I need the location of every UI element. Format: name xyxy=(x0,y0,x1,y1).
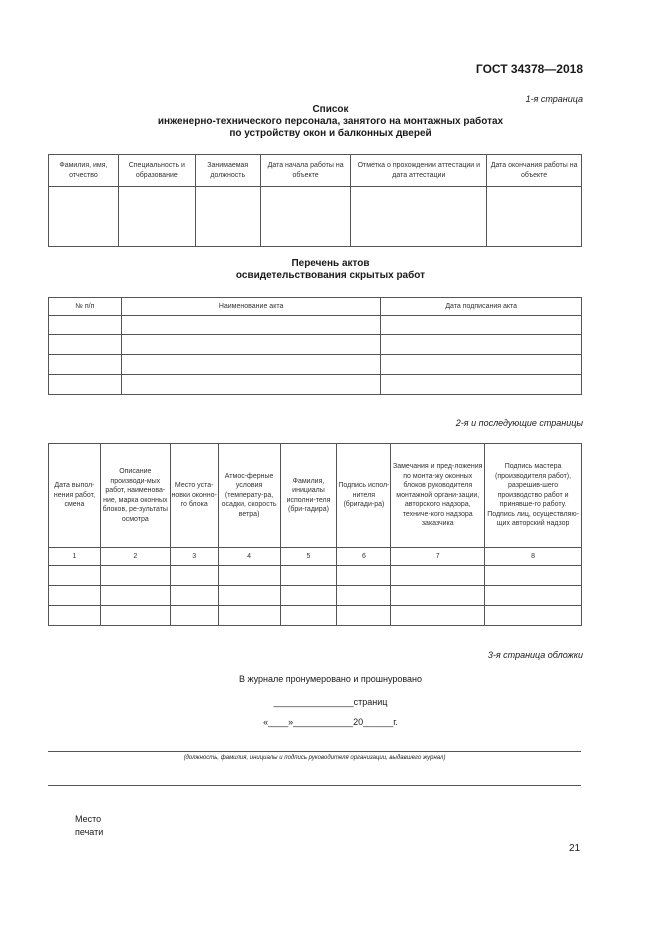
column-header: Подпись мастера (производителя работ), разрешив-шего производство работ и принявше-го работу. Подпись лиц, осуществляю-щих авторский надзор xyxy=(485,444,582,548)
table-cell[interactable] xyxy=(100,566,170,586)
table-cell[interactable] xyxy=(218,606,280,626)
personnel-list-title xyxy=(0,104,661,140)
table-cell[interactable] xyxy=(391,606,485,626)
table-cell[interactable] xyxy=(49,566,101,586)
table-cell[interactable] xyxy=(218,566,280,586)
title-line: Перечень актов xyxy=(291,258,370,269)
column-header: Занимаемая должность xyxy=(195,155,260,187)
table-cell[interactable] xyxy=(49,355,122,375)
table-cell[interactable] xyxy=(49,606,101,626)
title-line: инженерно-технического персонала, занятого на монтажных работах xyxy=(157,116,504,127)
table-cell[interactable] xyxy=(170,586,218,606)
table-cell[interactable] xyxy=(260,187,351,247)
table-row xyxy=(49,375,582,395)
seal-place-label xyxy=(75,813,103,839)
table-cell[interactable] xyxy=(49,375,122,395)
column-header: Специальность и образование xyxy=(118,155,195,187)
table-cell[interactable] xyxy=(381,355,582,375)
column-number: 8 xyxy=(485,548,582,566)
table-cell[interactable] xyxy=(381,375,582,395)
table-cell[interactable] xyxy=(121,335,381,355)
table-cell[interactable] xyxy=(381,316,582,335)
column-header: Описание производи-мых работ, наименова-ние, марка оконных блоков, ре-зультаты осмотра xyxy=(100,444,170,548)
table-row xyxy=(49,316,582,335)
table-cell[interactable] xyxy=(337,566,391,586)
table-cell[interactable] xyxy=(280,566,337,586)
table-row xyxy=(49,586,582,606)
column-header: Дата окончания работы на объекте xyxy=(487,155,582,187)
table-cell[interactable] xyxy=(195,187,260,247)
second-signature-line[interactable] xyxy=(48,785,581,786)
table-cell[interactable] xyxy=(391,586,485,606)
signature-caption: (должность, фамилия, инициалы и подпись руководителя организации, выдавшего журнал) xyxy=(183,755,446,761)
table-cell[interactable] xyxy=(485,606,582,626)
column-header: Дата начала работы на объекте xyxy=(260,155,351,187)
pages-count-line: ________________страниц xyxy=(273,697,388,707)
table-cell[interactable] xyxy=(485,586,582,606)
column-number: 6 xyxy=(337,548,391,566)
acts-table xyxy=(48,297,582,395)
table-row xyxy=(49,187,582,247)
seal-line: Место xyxy=(75,814,102,824)
table-cell[interactable] xyxy=(170,606,218,626)
table-cell[interactable] xyxy=(337,606,391,626)
column-number: 4 xyxy=(218,548,280,566)
page-number: 21 xyxy=(569,843,581,854)
table-cell[interactable] xyxy=(280,586,337,606)
column-number: 1 xyxy=(49,548,101,566)
table-cell[interactable] xyxy=(49,335,122,355)
table-cell[interactable] xyxy=(121,375,381,395)
personnel-table xyxy=(48,154,582,247)
table-cell[interactable] xyxy=(170,566,218,586)
date-line: «____»____________20______г. xyxy=(263,717,398,727)
standard-number: ГОСТ 34378—2018 xyxy=(475,62,583,76)
table-row xyxy=(49,606,582,626)
table-cell[interactable] xyxy=(280,606,337,626)
table-cell[interactable] xyxy=(391,566,485,586)
column-header: Место уста-новки оконно-го блока xyxy=(170,444,218,548)
column-number: 5 xyxy=(280,548,337,566)
column-number: 7 xyxy=(391,548,485,566)
page-label-3: 3-я страница обложки xyxy=(487,650,583,660)
table-cell[interactable] xyxy=(100,606,170,626)
table-cell[interactable] xyxy=(118,187,195,247)
column-header: № п/п xyxy=(49,298,122,316)
column-header: Замечания и пред-ложения по монта-жу оконных блоков руководителя монтажной органи-зации, авторского надзора, техниче-кого надзора заказчика xyxy=(391,444,485,548)
signature-line[interactable] xyxy=(48,751,581,752)
page-label-2: 2-я и последующие страницы xyxy=(455,418,583,428)
table-cell[interactable] xyxy=(337,586,391,606)
column-header: Фамилия, инициалы исполни-теля (бри-гадира) xyxy=(280,444,337,548)
table-cell[interactable] xyxy=(49,586,101,606)
column-header: Дата выпол-нения работ, смена xyxy=(49,444,101,548)
table-row xyxy=(49,355,582,375)
column-header: Дата подписания акта xyxy=(381,298,582,316)
column-header: Атмос-ферные условия (температу-ра, осадки, скорость ветра) xyxy=(218,444,280,548)
table-cell[interactable] xyxy=(121,355,381,375)
certification-text: В журнале пронумеровано и прошнуровано xyxy=(238,674,423,684)
column-header: Наименование акта xyxy=(121,298,381,316)
work-log-table xyxy=(48,443,582,626)
table-cell[interactable] xyxy=(49,187,119,247)
table-cell[interactable] xyxy=(381,335,582,355)
table-row xyxy=(49,566,582,586)
title-line: Список xyxy=(312,104,349,115)
page-label-1: 1-я страница xyxy=(525,94,583,104)
title-line: по устройству окон и балконных дверей xyxy=(229,128,432,139)
table-cell[interactable] xyxy=(485,566,582,586)
column-header: Фамилия, имя, отчество xyxy=(49,155,119,187)
table-cell[interactable] xyxy=(100,586,170,606)
column-header: Отметка о прохождении аттестации и дата аттестации xyxy=(351,155,487,187)
column-number: 3 xyxy=(170,548,218,566)
acts-list-title xyxy=(0,258,661,282)
seal-line: печати xyxy=(75,827,104,837)
column-header: Подпись испол-нителя (бригади-ра) xyxy=(337,444,391,548)
table-cell[interactable] xyxy=(351,187,487,247)
column-number: 2 xyxy=(100,548,170,566)
table-cell[interactable] xyxy=(49,316,122,335)
table-cell[interactable] xyxy=(121,316,381,335)
table-cell[interactable] xyxy=(218,586,280,606)
title-line: освидетельствования скрытых работ xyxy=(235,270,426,281)
table-cell[interactable] xyxy=(487,187,582,247)
table-row xyxy=(49,335,582,355)
